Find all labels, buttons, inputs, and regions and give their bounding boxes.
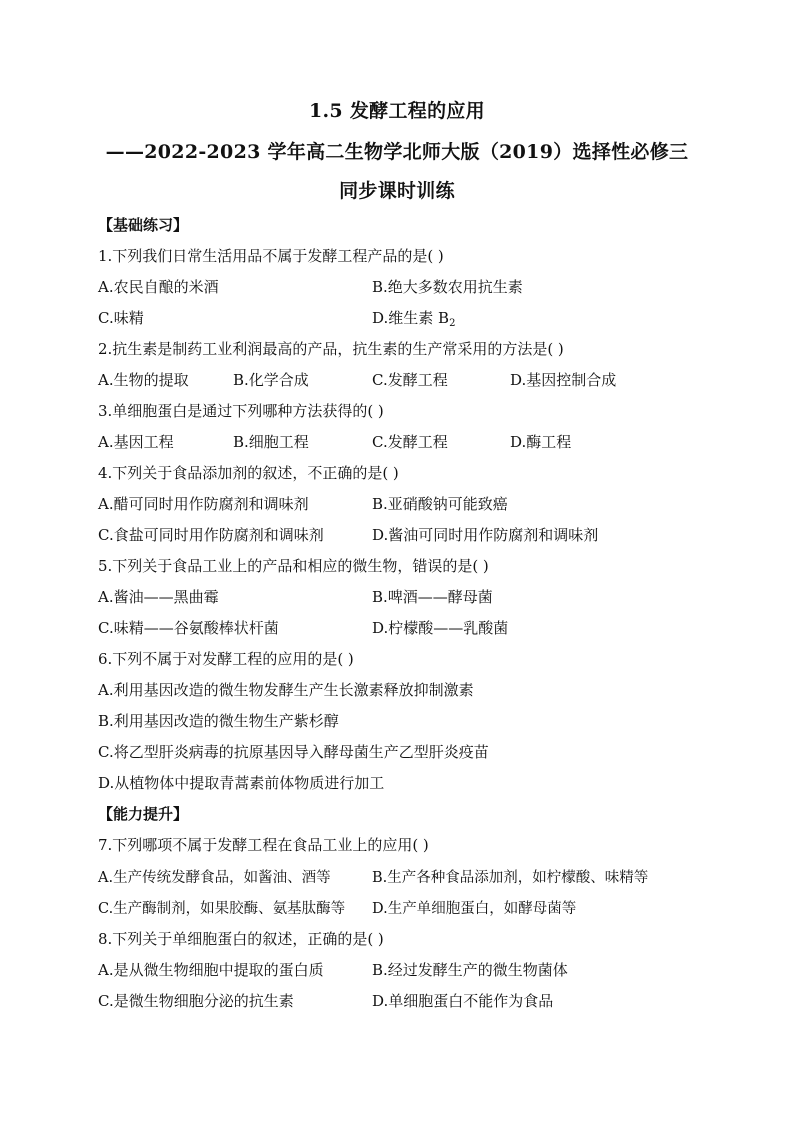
q1-option-d: [372, 307, 455, 329]
question-stem-5: 5.下列关于食品工业上的产品和相应的微生物，错误的是( ): [98, 557, 489, 575]
q8-option-c: C.是微生物细胞分泌的抗生素: [98, 992, 294, 1010]
q1-option-b: B.绝大多数农用抗生素: [372, 278, 523, 296]
q7-option-d: D.生产单细胞蛋白，如酵母菌等: [372, 901, 577, 917]
q1-option-a: A.农民自酿的米酒: [98, 278, 219, 296]
q5-option-b: B.啤酒——酵母菌: [372, 588, 493, 606]
question-stem-3: 3.单细胞蛋白是通过下列哪种方法获得的( ): [98, 402, 384, 420]
q3-option-a: A.基因工程: [98, 433, 174, 451]
question-stem-4: 4.下列关于食品添加剂的叙述，不正确的是( ): [98, 464, 399, 482]
document-title: 1.5 发酵工程的应用: [309, 100, 485, 122]
q1-option-c: C.味精: [98, 309, 144, 327]
q1-option-d-text: D.维生素 B: [372, 309, 450, 327]
q7-option-b: B.生产各种食品添加剂，如柠檬酸、味精等: [372, 870, 649, 886]
q3-option-d: D.酶工程: [510, 433, 572, 451]
q2-option-d: D.基因控制合成: [510, 371, 617, 389]
q7-option-c: C.生产酶制剂，如果胶酶、氨基肽酶等: [98, 901, 346, 917]
q8-option-a: A.是从微生物细胞中提取的蛋白质: [98, 961, 324, 979]
question-stem-7: 7.下列哪项不属于发酵工程在食品工业上的应用( ): [98, 836, 429, 854]
q1-option-d-subscript: 2: [449, 318, 456, 329]
q2-option-a: A.生物的提取: [98, 371, 189, 389]
question-stem-6: 6.下列不属于对发酵工程的应用的是( ): [98, 650, 354, 668]
document-subtitle-2: 同步课时训练: [339, 180, 455, 202]
q3-option-c: C.发酵工程: [372, 433, 448, 451]
q6-option-a: A.利用基因改造的微生物发酵生产生长激素释放抑制激素: [98, 681, 474, 699]
q5-option-a: A.酱油——黑曲霉: [98, 588, 219, 606]
q4-option-a: A.醋可同时用作防腐剂和调味剂: [98, 495, 309, 513]
q5-option-c: C.味精——谷氨酸棒状杆菌: [98, 619, 279, 637]
question-stem-2: 2.抗生素是制药工业利润最高的产品，抗生素的生产常采用的方法是( ): [98, 340, 564, 358]
q5-option-d: D.柠檬酸——乳酸菌: [372, 619, 509, 637]
q4-option-b: B.亚硝酸钠可能致癌: [372, 495, 508, 513]
q6-option-b: B.利用基因改造的微生物生产紫杉醇: [98, 712, 339, 730]
section-heading-basic: 【基础练习】: [98, 216, 189, 234]
q7-option-a: A.生产传统发酵食品，如酱油、酒等: [98, 870, 331, 886]
q6-option-d: D.从植物体中提取青蒿素前体物质进行加工: [98, 774, 385, 792]
q4-option-d: D.酱油可同时用作防腐剂和调味剂: [372, 526, 599, 544]
q8-option-d: D.单细胞蛋白不能作为食品: [372, 992, 554, 1010]
document-subtitle: ——2022-2023 学年高二生物学北师大版（2019）选择性必修三: [105, 141, 689, 163]
question-stem-8: 8.下列关于单细胞蛋白的叙述，正确的是( ): [98, 930, 384, 948]
q4-option-c: C.食盐可同时用作防腐剂和调味剂: [98, 526, 324, 544]
q2-option-c: C.发酵工程: [372, 371, 448, 389]
q6-option-c: C.将乙型肝炎病毒的抗原基因导入酵母菌生产乙型肝炎疫苗: [98, 743, 489, 761]
q3-option-b: B.细胞工程: [233, 433, 309, 451]
section-heading-advanced: 【能力提升】: [98, 805, 189, 823]
q8-option-b: B.经过发酵生产的微生物菌体: [372, 961, 568, 979]
q2-option-b: B.化学合成: [233, 371, 309, 389]
question-stem-1: 1.下列我们日常生活用品不属于发酵工程产品的是( ): [98, 247, 444, 265]
